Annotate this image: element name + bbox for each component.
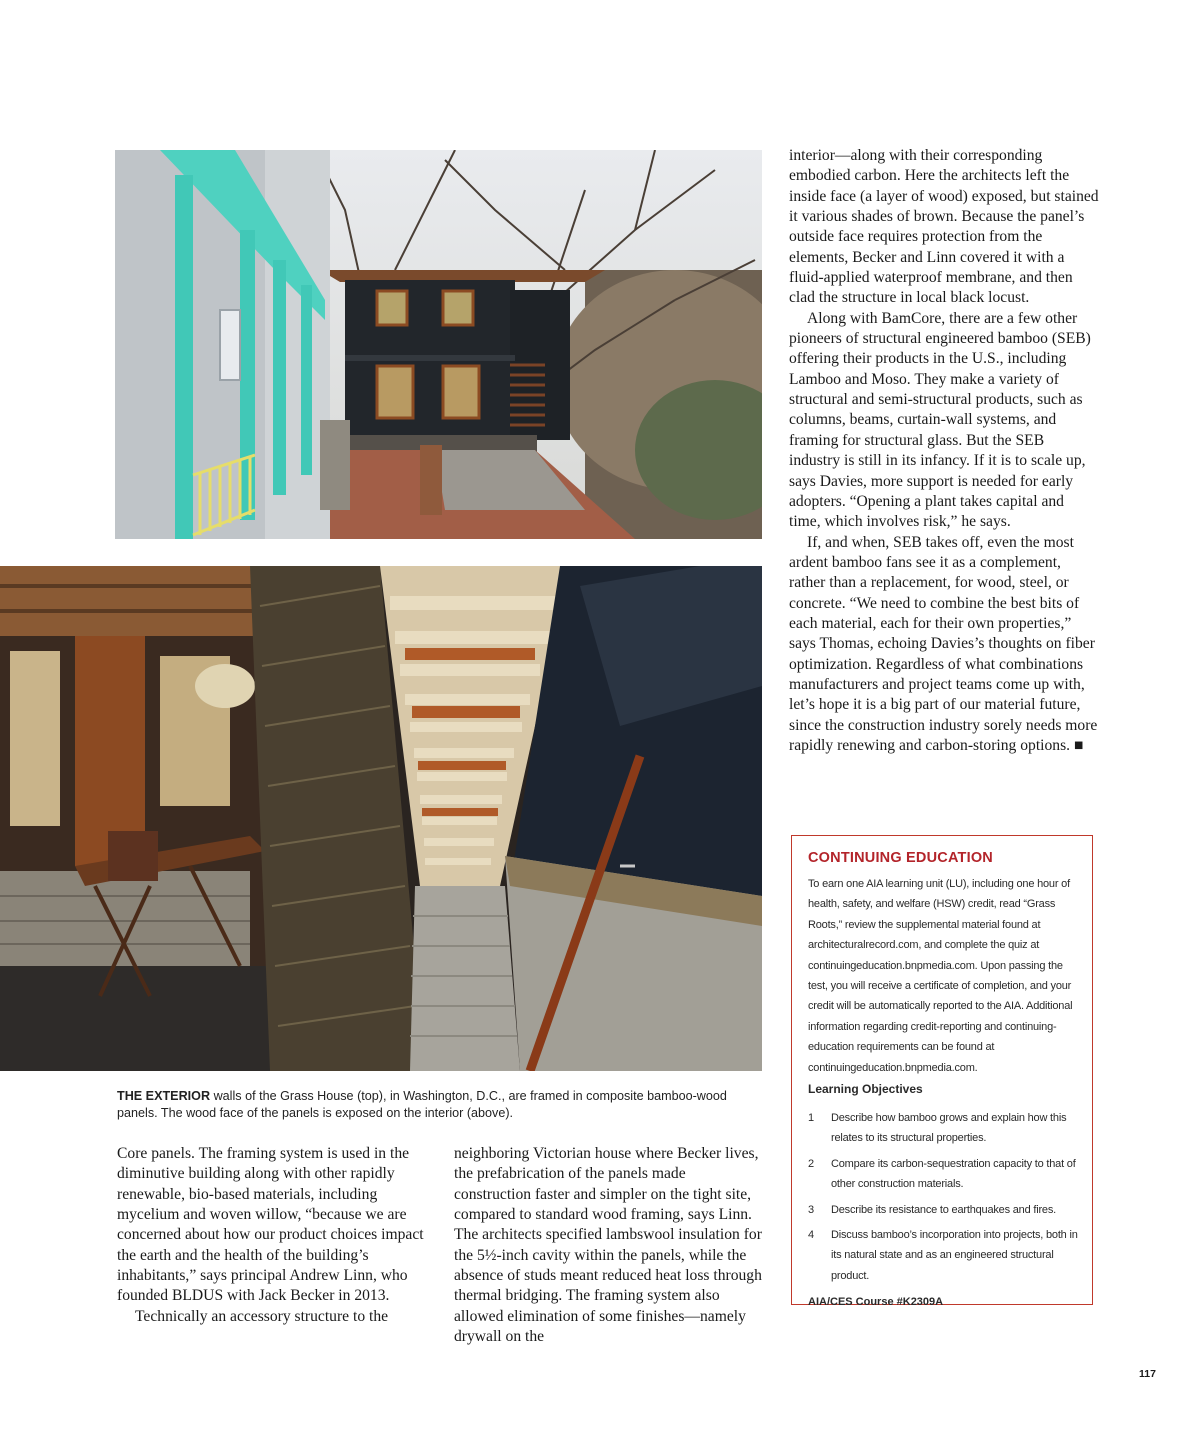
page-number: 117 [1139,1368,1156,1380]
photo-caption [117,1088,757,1122]
ce-intro: To earn one AIA learning unit (LU), including one hour of health, safety, and welfare (HSW) credit, read “Grass Roots,” review the supplemental material found at architecturalrecord.com, and complete the quiz at continuingeducation.bnpmedia.com. Upon passing the test, you will receive a certificate of completion, and your credit will be automatically reported to the AIA. Additional information regarding credit-reporting and continuing-education requirements can be found at continuingeducation.bnpmedia.com. [808,878,1073,1074]
ce-objective [808,1200,1080,1220]
bottom-left-paragraph-2: Technically an accessory structure to the [135,1307,389,1325]
bottom-left-paragraph-1: Core panels. The framing system is used in the diminutive building along with other rapidly renewable, bio-based materials, including mycelium and woven willow, “because we are concerned about how our product choices impact the earth and the health of the building’s inhabitants,” says principal Andrew Linn, who founded BLDUS with Jack Becker in 2013. [117,1145,424,1305]
ce-objective-number: 4 [808,1229,814,1242]
ce-objective-number: 1 [808,1112,814,1124]
ce-objective-number: 3 [808,1203,814,1216]
ce-objective-text: Compare its carbon-sequestration capacity to that of other construction materials. [831,1157,1076,1191]
continuing-education-box [791,835,1093,1308]
exterior-photo [115,150,762,539]
bottom-middle-paragraph-1: neighboring Victorian house where Becker lives, the prefabrication of the panels made construction faster and simpler on the tight site, compared to standard wood framing, says Linn. The architects specified lambswool insulation for the 5½-inch cavity within the panels, while the absence of studs meant reduced heat loss through thermal bridging. The framing system also allowed elimination of some finishes—namely drywall on the [454,1145,762,1346]
right-paragraph-2: Along with BamCore, there are a few other pioneers of structural engineered bamboo (SEB) offering their products in the U.S., including Lamboo and Moso. They make a variety of structural and semi-structural products, such as columns, beams, curtain-wall systems, and framing for structural glass. But the SEB industry is still in its infancy. If it is to scale up, says Davies, more support is needed for early adopters. “Opening a plant takes capital and time, which involves risk,” he says. [789,309,1091,531]
right-column-text [789,146,1099,756]
caption-lead: THE EXTERIOR [117,1089,211,1103]
right-paragraph-3: If, and when, SEB takes off, even the most ardent bamboo fans see it as a complement, rather than a replacement, for wood, steel, or concrete. “We need to combine the best bits of each material, each for their own properties,” says Thomas, echoing Davies’s thoughts on fiber optimization. Regardless of what combinations manufacturers and project teams come up with, let’s hope it is a big part of our material future, since the construction industry sorely needs more rapidly renewing and carbon-storing options. ■ [789,533,1098,754]
ce-objectives-heading: Learning Objectives [808,1082,923,1096]
ce-objective-text: Describe its resistance to earthquakes and fires. [831,1203,1056,1216]
ce-objective-number: 2 [808,1157,814,1170]
ce-course-number: AIA/CES Course #K2309A [808,1296,944,1308]
right-paragraph-1: interior—along with their corresponding embodied carbon. Here the architects left the inside face (a layer of wood) exposed, but stained it various shades of brown. Because the panel’s outside face requires protection from the elements, Becker and Linn covered it with a fluid-applied waterproof membrane, and then clad the structure in local black locust. [789,147,1099,307]
ce-title: CONTINUING EDUCATION [808,850,993,866]
interior-photo [0,566,762,1071]
bottom-middle-column-text [454,1144,764,1347]
ce-objective [808,1108,1080,1149]
ce-objective [808,1154,1080,1195]
ce-objective-text: Describe how bamboo grows and explain how this relates to its structural properties. [831,1112,1067,1145]
caption-text: walls of the Grass House (top), in Washington, D.C., are framed in composite bamboo-wood panels. The wood face of the panels is exposed on the interior (above). [117,1089,727,1120]
ce-objective-text: Discuss bamboo’s incorporation into projects, both in its natural state and as an engineered structural product. [831,1229,1078,1282]
ce-objectives-list [808,1108,1080,1291]
ce-objective [808,1225,1080,1286]
bottom-left-column-text [117,1144,427,1327]
